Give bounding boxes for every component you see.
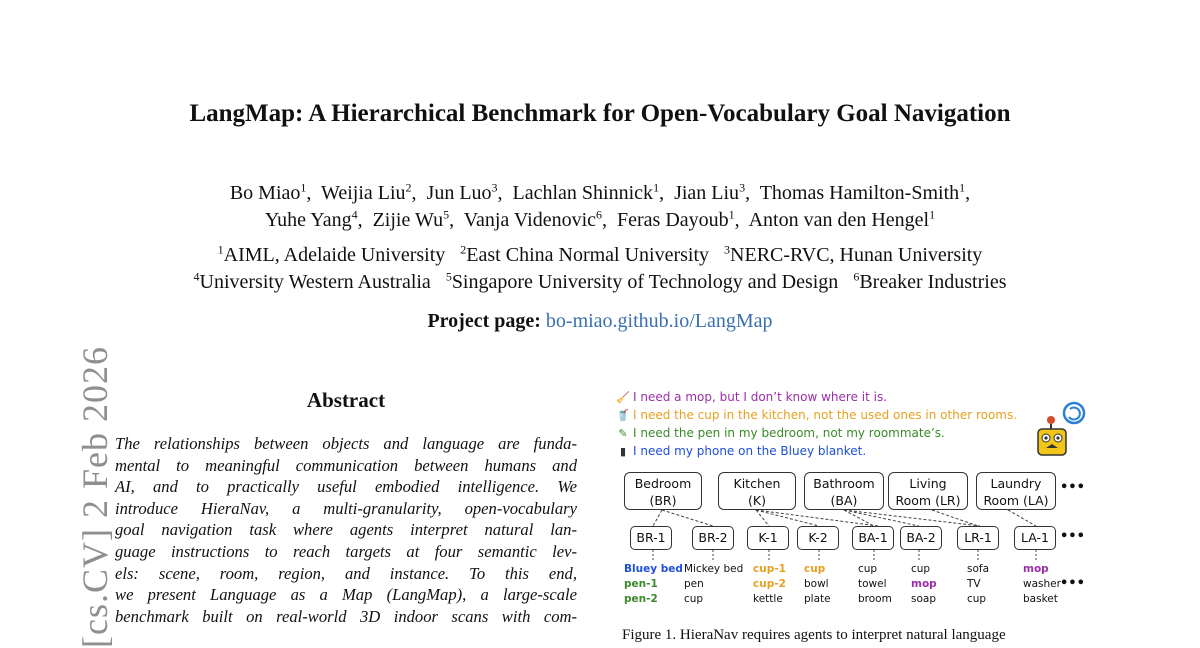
abstract-line: els: scene, room, region, and instance. To this end,: [115, 563, 577, 583]
robot-icon: [1034, 400, 1086, 460]
abstract-heading: Abstract: [306, 388, 386, 412]
region-node: BR-2: [692, 526, 734, 550]
room-node: [624, 472, 702, 510]
instance-label: cup: [684, 593, 704, 605]
abstract-line: goal navigation task where agents interpret natural lan-: [115, 520, 577, 540]
figure-prompt: [616, 444, 866, 458]
abstract-line: we present Language as a Map (LangMap), a large-scale: [115, 585, 577, 605]
instance-label: cup: [967, 593, 987, 605]
room-code: Room (LA): [983, 493, 1049, 508]
author-affiliation-mark: 1: [300, 180, 307, 195]
author-affiliation-mark: 3: [739, 180, 746, 195]
author-name: Jian Liu$^3$: [674, 180, 746, 204]
abstract-line: guage instructions to reach targets at four semantic lev-: [115, 541, 577, 561]
author-affiliation-mark: 1: [653, 180, 660, 195]
project-label: Project page:: [427, 310, 541, 332]
figure-prompt: [616, 408, 1017, 422]
author-name: Bo Miao$^1$: [229, 180, 307, 204]
room-code: (K): [748, 493, 766, 508]
region-node: BR-1: [630, 526, 672, 550]
figure-1: [616, 388, 1086, 613]
instance-label: cup-2: [753, 578, 786, 590]
figure-prompt: [616, 426, 945, 440]
affiliation-number: 1: [217, 242, 224, 257]
affiliation-number: 2: [460, 242, 467, 257]
more-rooms-ellipsis: •••: [1060, 480, 1085, 495]
region-node: LR-1: [957, 526, 999, 550]
abstract-line: AI, and to practically useful embodied intelligence. We: [115, 477, 577, 497]
instance-label: towel: [858, 578, 887, 590]
affiliation: $^6$Breaker Industries: [853, 269, 1007, 293]
room-code: (BR): [649, 493, 677, 508]
affiliation-number: 4: [193, 269, 200, 284]
affiliation-list: [0, 242, 1200, 296]
instance-label: basket: [1023, 593, 1058, 605]
instance-label: pen-2: [624, 593, 658, 605]
abstract-line: mental to meaningful communication between humans and: [115, 455, 577, 475]
author-affiliation-mark: 3: [491, 180, 498, 195]
room-node: [804, 472, 884, 510]
author-name: Thomas Hamilton-Smith$^1$: [759, 180, 966, 204]
room-node: [718, 472, 796, 510]
affiliation-number: 3: [724, 242, 731, 257]
room-name: Bathroom: [813, 476, 875, 491]
room-name: Laundry: [990, 476, 1042, 491]
room-node: [888, 472, 968, 510]
abstract-line: benchmark built on real-world 3D indoor scans with com-: [115, 606, 577, 626]
region-node: BA-2: [900, 526, 942, 550]
mop-icon: 🧹: [616, 391, 630, 404]
author-name: Jun Luo$^3$: [426, 180, 498, 204]
room-node: [976, 472, 1056, 510]
affiliation-number: 5: [445, 269, 452, 284]
instance-label: pen: [684, 578, 704, 590]
instance-label: broom: [858, 593, 892, 605]
author-name: Feras Dayoub$^1$: [617, 207, 735, 231]
author-affiliation-mark: 4: [351, 207, 358, 222]
instance-label: cup: [804, 563, 826, 575]
room-code: (BA): [830, 493, 858, 508]
cup-icon: 🥤: [616, 409, 630, 422]
instance-label: kettle: [753, 593, 783, 605]
room-name: Bedroom: [634, 476, 692, 491]
region-node: LA-1: [1014, 526, 1056, 550]
arxiv-stamp: [cs.CV] 2 Feb 2026: [75, 346, 115, 648]
instance-label: bowl: [804, 578, 829, 590]
pen-icon: ✎: [618, 427, 628, 440]
author-affiliation-mark: 2: [405, 180, 412, 195]
prompt-text: I need my phone on the Bluey blanket.: [633, 444, 867, 458]
instance-label: cup: [858, 563, 878, 575]
figure-caption: Figure 1. HieraNav requires agents to interpret natural language: [622, 627, 1006, 643]
instance-label: plate: [804, 593, 831, 605]
instance-label: mop: [911, 578, 937, 590]
instance-label: soap: [911, 593, 936, 605]
instance-label: sofa: [967, 563, 990, 575]
instance-label: cup: [911, 563, 931, 575]
author-name: Zijie Wu$^5$: [372, 207, 450, 231]
author-name: Weijia Liu$^2$: [321, 180, 412, 204]
author-name: Anton van den Hengel$^1$: [748, 207, 936, 231]
affiliation-number: 6: [853, 269, 860, 284]
prompt-text: I need the cup in the kitchen, not the used ones in other rooms.: [633, 408, 1018, 422]
author-affiliation-mark: 1: [959, 180, 966, 195]
author-name: Vanja Videnovic$^6$: [463, 207, 603, 231]
author-affiliation-mark: 1: [728, 207, 735, 222]
prompt-text: I need the pen in my bedroom, not my roommate’s.: [633, 426, 945, 440]
paper-title: LangMap: A Hierarchical Benchmark for Open-Vocabulary Goal Navigation: [189, 100, 1011, 127]
project-page: [0, 310, 1200, 333]
author-name: Lachlan Shinnick$^1$: [512, 180, 660, 204]
room-name: Living: [909, 476, 947, 491]
abstract-line: The relationships between objects and language are funda-: [115, 434, 577, 453]
affiliation: $^4$University Western Australia: [193, 269, 431, 293]
abstract-body: [115, 433, 577, 627]
author-list: Bo Miao$^1$, Weijia Liu$^2$, Jun Luo$^3$, Lachlan Shinnick$^1$, Jian Liu$^3$, Thomas Hamilton-Smith$^1$, Yuhe Yang$^4$, Zijie Wu$^5$, Vanja Videnovic$^6$, Feras Dayoub$^1$, Anton van den Hengel$^1$: [229, 180, 971, 231]
instance-label: Mickey bed: [684, 563, 744, 575]
instance-label: washer: [1023, 578, 1061, 590]
instance-label: Bluey bed: [624, 563, 683, 575]
author-name: Yuhe Yang$^4$: [264, 207, 358, 231]
affiliation: $^3$NERC-RVC, Hunan University: [724, 242, 983, 266]
project-link[interactable]: bo-miao.github.io/LangMap: [545, 310, 773, 332]
region-node: K-1: [747, 526, 789, 550]
author-affiliation-mark: 1: [929, 207, 936, 222]
region-node: BA-1: [852, 526, 894, 550]
affiliation: $^1$AIML, Adelaide University: [217, 242, 446, 266]
room-name: Kitchen: [733, 476, 781, 491]
affiliation: $^2$East China Normal University: [460, 242, 710, 266]
instance-label: mop: [1023, 563, 1049, 575]
more-regions-ellipsis: •••: [1060, 529, 1085, 544]
figure-prompt: [616, 390, 887, 404]
author-affiliation-mark: 5: [443, 207, 450, 222]
instance-label: cup-1: [753, 563, 786, 575]
room-code: Room (LR): [895, 493, 961, 508]
region-node: K-2: [797, 526, 839, 550]
prompt-text: I need a mop, but I don’t know where it is.: [633, 390, 888, 404]
author-affiliation-mark: 6: [596, 207, 603, 222]
more-instances-ellipsis: •••: [1060, 576, 1085, 591]
phone-icon: ▮: [619, 445, 627, 458]
instance-label: pen-1: [624, 578, 658, 590]
affiliation: $^5$Singapore University of Technology and Design: [445, 269, 839, 293]
abstract-line: introduce HieraNav, a multi-granularity, open-vocabulary: [115, 498, 577, 518]
instance-label: TV: [967, 578, 981, 590]
